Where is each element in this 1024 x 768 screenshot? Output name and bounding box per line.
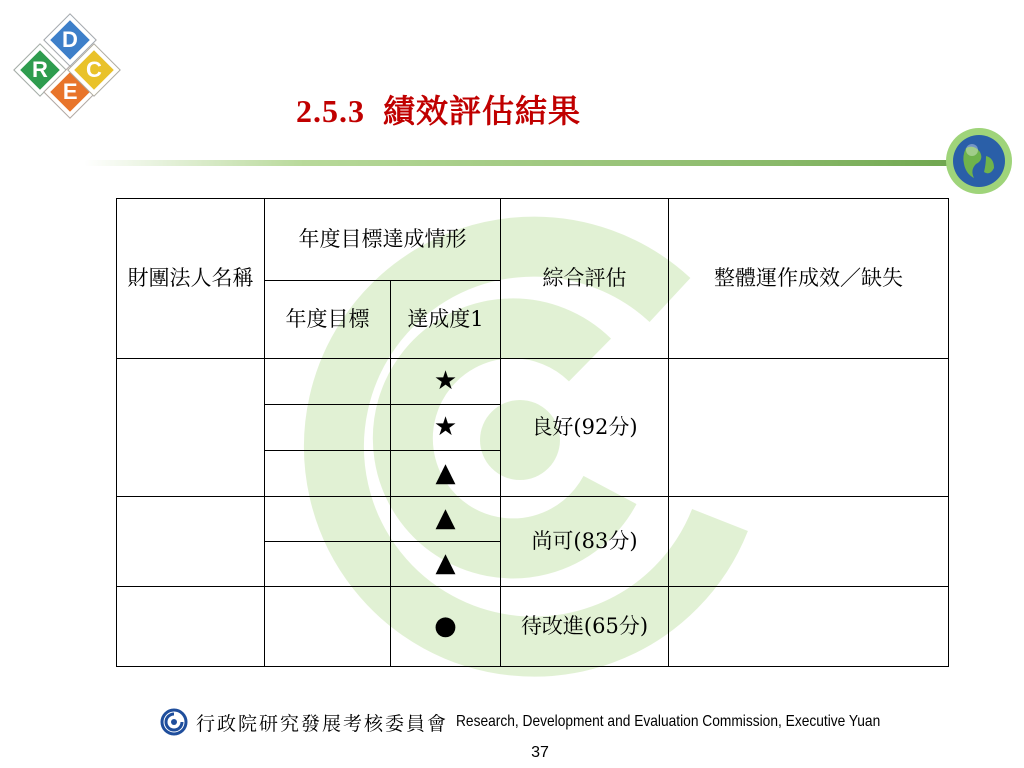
achievement-triangle-icon: ▲ (391, 497, 501, 542)
title-divider (84, 160, 964, 166)
achievement-circle-icon: ● (391, 587, 501, 667)
achievement-star-icon: ★ (391, 359, 501, 405)
section-number: 2.5.3 (296, 93, 365, 129)
org-cell (117, 359, 265, 497)
goal-cell (265, 542, 391, 587)
rdec-logo (14, 12, 114, 112)
section-title: 績效評估結果 (383, 93, 582, 129)
page-number: 37 (531, 744, 549, 761)
achievement-triangle-icon: ▲ (391, 542, 501, 587)
header-annual-goal-status: 年度目標達成情形 (265, 199, 501, 281)
header-org-name: 財團法人名稱 (117, 199, 265, 359)
goal-cell (265, 587, 391, 667)
performance-cell (669, 587, 949, 667)
performance-cell (669, 359, 949, 497)
goal-cell (265, 359, 391, 405)
logo-tile-e: E (45, 67, 96, 118)
page-title (296, 86, 581, 132)
header-overall-assessment: 綜合評估 (501, 199, 669, 359)
performance-table (116, 198, 949, 667)
achievement-star-icon: ★ (391, 405, 501, 451)
org-cell (117, 497, 265, 587)
org-cell (117, 587, 265, 667)
goal-cell (265, 451, 391, 497)
table-row (117, 587, 949, 667)
header-annual-goal: 年度目標 (265, 281, 391, 359)
globe-icon (944, 126, 1014, 196)
header-performance: 整體運作成效／缺失 (669, 199, 949, 359)
goal-cell (265, 405, 391, 451)
table-row (117, 359, 949, 405)
rating-cell: 良好(92分) (501, 359, 669, 497)
performance-cell (669, 497, 949, 587)
logo-tile-d: D (45, 15, 96, 66)
logo-tile-r: R (15, 45, 66, 96)
rdec-emblem-icon (160, 708, 188, 736)
achievement-triangle-icon: ▲ (391, 451, 501, 497)
rating-cell: 尚可(83分) (501, 497, 669, 587)
table-row (117, 497, 949, 542)
header-achievement: 達成度1 (391, 281, 501, 359)
rating-cell: 待改進(65分) (501, 587, 669, 667)
footer-english-name: Research, Development and Evaluation Commission, Executive Yuan (456, 713, 881, 730)
goal-cell (265, 497, 391, 542)
footer (160, 705, 949, 739)
logo-tile-c: C (69, 45, 120, 96)
header-row (117, 199, 949, 281)
footer-chinese-name: 行政院研究發展考核委員會 (196, 712, 449, 735)
